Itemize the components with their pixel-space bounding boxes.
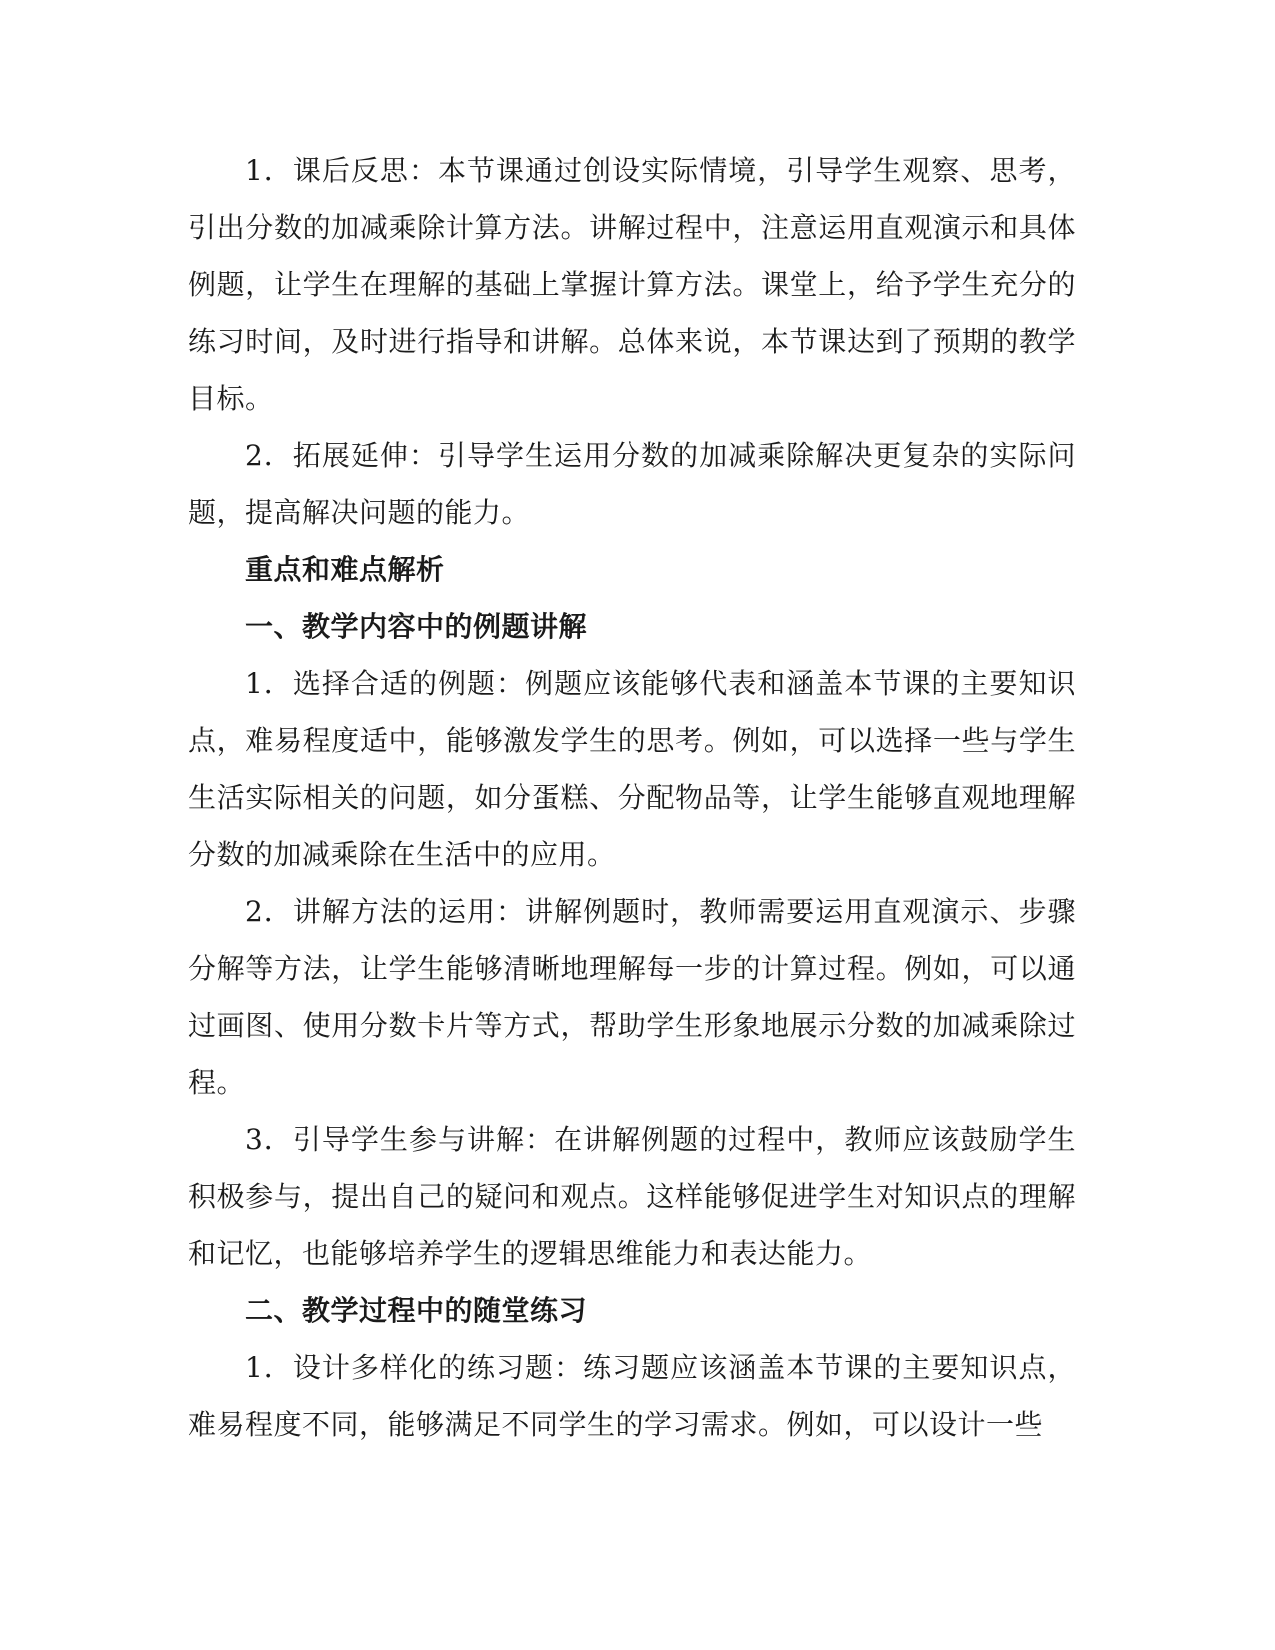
paragraph-diverse-exercises: 1．设计多样化的练习题：练习题应该涵盖本节课的主要知识点，难易程度不同，能够满足不同学生的学习需求。例如，可以设计一些 bbox=[188, 1351, 1076, 1441]
section-heading-key-points: 重点和难点解析 bbox=[245, 553, 445, 586]
paragraph-explanation-methods: 2．讲解方法的运用：讲解例题时，教师需要运用直观演示、步骤分解等方法，让学生能够清晰地理解每一步的计算过程。例如，可以通过画图、使用分数卡片等方式，帮助学生形象地展示分数的加减乘除过程。 bbox=[188, 895, 1076, 1099]
section-heading-classroom-practice: 二、教学过程中的随堂练习 bbox=[245, 1294, 588, 1327]
paragraph-reflection: 1．课后反思：本节课通过创设实际情境，引导学生观察、思考，引出分数的加减乘除计算方法。讲解过程中，注意运用直观演示和具体例题，让学生在理解的基础上掌握计算方法。课堂上，给予学生充分的练习时间，及时进行指导和讲解。总体来说，本节课达到了预期的教学目标。 bbox=[188, 154, 1076, 415]
paragraph-choose-examples: 1．选择合适的例题：例题应该能够代表和涵盖本节课的主要知识点，难易程度适中，能够激发学生的思考。例如，可以选择一些与学生生活实际相关的问题，如分蛋糕、分配物品等，让学生能够直观地理解分数的加减乘除在生活中的应用。 bbox=[188, 667, 1076, 871]
paragraph-extension: 2．拓展延伸：引导学生运用分数的加减乘除解决更复杂的实际问题，提高解决问题的能力。 bbox=[188, 439, 1076, 529]
section-heading-example-explanation: 一、教学内容中的例题讲解 bbox=[245, 610, 588, 643]
document-body bbox=[188, 142, 1076, 1453]
paragraph-student-participation: 3．引导学生参与讲解：在讲解例题的过程中，教师应该鼓励学生积极参与，提出自己的疑问和观点。这样能够促进学生对知识点的理解和记忆，也能够培养学生的逻辑思维能力和表达能力。 bbox=[188, 1123, 1076, 1270]
